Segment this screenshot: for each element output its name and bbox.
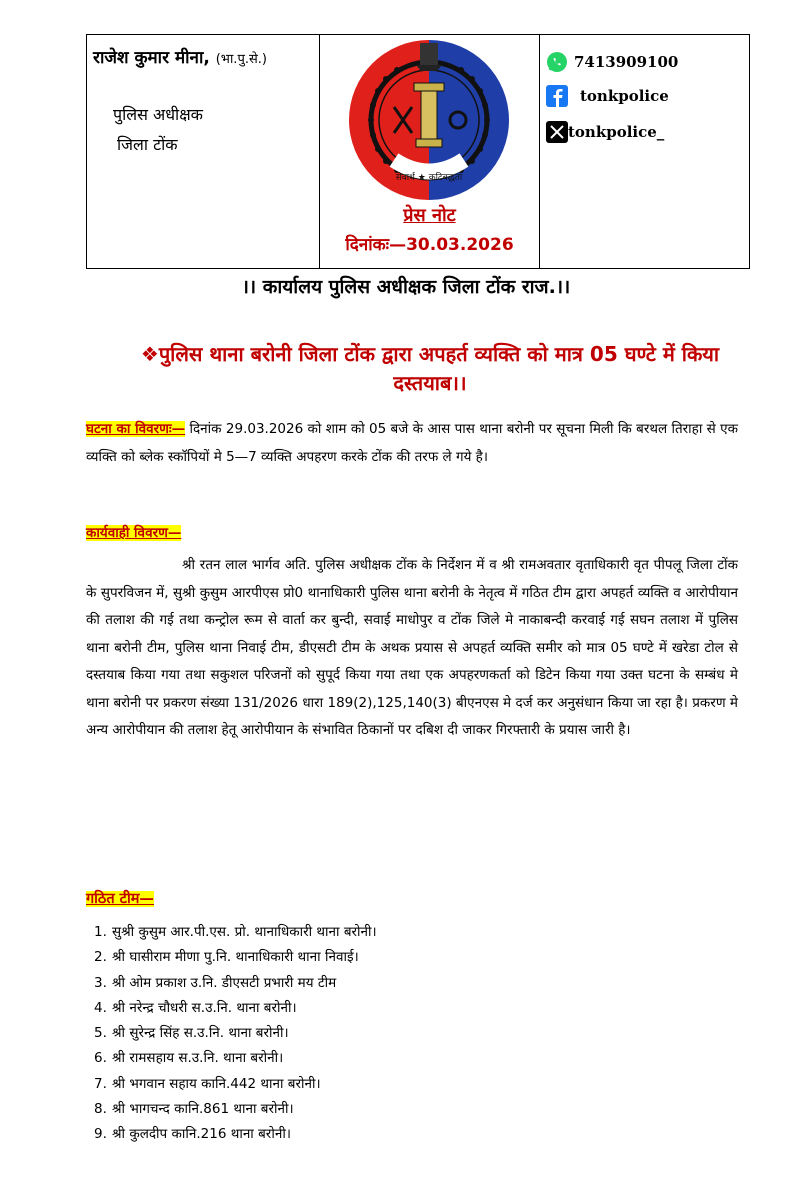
list-item: 3. श्री ओम प्रकाश उ.नि. डीएसटी प्रभारी मय टीम [94,974,337,991]
action-label-line [86,520,738,548]
facebook-icon [546,85,568,107]
whatsapp-number: 7413909100 [574,53,679,71]
facebook-contact[interactable] [546,83,669,109]
logo-motto: सेवार्थ ★ कटिबद्धता [395,173,463,183]
officer-name-text: राजेश कुमार मीना, [93,48,210,68]
list-item: 5. श्री सुरेन्द्र सिंह स.उ.नि. थाना बरोनी। [94,1025,289,1042]
incident-paragraph [86,416,738,471]
officer-rank: (भा.पु.से.) [215,52,267,67]
list-item: 7. श्री भगवान सहाय कानि.442 थाना बरोनी। [94,1075,321,1092]
officer-name [93,45,267,68]
list-item: 9. श्री कुलदीप कानि.216 थाना बरोनी। [94,1126,291,1143]
list-item: 6. श्री रामसहाय स.उ.नि. थाना बरोनी। [94,1050,284,1067]
officer-district: जिला टोंक [117,135,178,154]
office-line: ।। कार्यालय पुलिस अधीक्षक जिला टोंक राज.।। [241,276,571,298]
incident-text: दिनांक 29.03.2026 को शाम को 05 बजे के आस पास थाना बरोनी पर सूचना मिली कि बरथल तिराहा से एक व्यक्ति को ब्लेक स्कॉपियों मे 5—7 व्यक्ति अपहरण करके टोंक की तरफ ले गये है। [86,421,738,465]
press-note-title: प्रेस नोट [403,205,456,226]
x-contact[interactable] [546,119,664,145]
action-paragraph: श्री रतन लाल भार्गव अति. पुलिस अधीक्षक टोंक के निर्देशन में व श्री रामअवतार वृताधिकारी वृत पीपलू जिला टोंक के सुपरविजन में, सुश्री कुसुम आरपीएस प्रो0 थानाधिकारी पुलिस थाना बरोनी के नेतृत्व में गठित टीम द्वारा अपहर्त व्यक्ति व आरोपीयान की तलाश की गई तथा कन्ट्रोल रूम से वार्ता कर बुन्दी, सवाई माधोपुर व टोंक जिले मे नाकाबन्दी करवाई गई सघन तलाश में पुलिस थाना बरोनी टीम, पुलिस थाना निवाई टीम, डीएसटी टीम के अथक प्रयास से अपहर्त व्यक्ति समीर को मात्र 05 घण्टे में खरेडा टोल से दस्तयाब किया गया तथा सकुशल परिजनों को सुपूर्द किया गया तथा एक अपहरणकर्ता को डिटेन किया गया उक्त घटना के सम्बंध मे थाना बरोनी पर प्रकरण संख्या 131/2026 धारा 189(2),125,140(3) बीएनएस मे दर्ज कर अनुसंधान किया जा रहा है। प्रकरण मे अन्य आरोपीयान की तलाश हेतू आरोपीयान के संभावित ठिकानों पर दबिश दी जाकर गिरफ्तारी के प्रयास जारी है। [86,557,738,738]
logo-cell [320,35,540,268]
team-label [86,888,154,908]
officer-cell [87,35,320,268]
team-list [94,920,377,1148]
press-headline: ❖पुलिस थाना बरोनी जिला टोंक द्वारा अपहर्त व्यक्ति को मात्र 05 घण्टे में किया दस्तयाब।। [140,342,720,395]
x-handle: tonkpolice_ [568,123,665,141]
letterhead-table [86,34,750,269]
list-item: 8. श्री भागचन्द कानि.861 थाना बरोनी। [94,1101,294,1118]
facebook-handle: tonkpolice [580,87,669,105]
police-emblem-logo [334,35,524,225]
team-label-text: गठित टीम— [86,891,154,907]
officer-post: पुलिस अधीक्षक [113,105,203,124]
contacts-cell [540,35,749,268]
list-item: 4. श्री नरेन्द्र चौधरी स.उ.नि. थाना बरोनी। [94,999,297,1016]
incident-label: घटना का विवरणः— [86,421,186,437]
list-item: 1. सुश्री कुसुम आर.पी.एस. प्रो. थानाधिकारी थाना बरोनी। [94,924,377,940]
action-label: कार्यवाही विवरण— [86,525,182,541]
whatsapp-contact[interactable] [546,49,678,75]
x-icon [546,121,568,143]
press-note-date: दिनांकः—30.03.2026 [345,235,514,255]
whatsapp-icon [546,51,568,73]
list-item: 2. श्री घासीराम मीणा पु.नि. थानाधिकारी थाना निवाई। [94,949,359,966]
